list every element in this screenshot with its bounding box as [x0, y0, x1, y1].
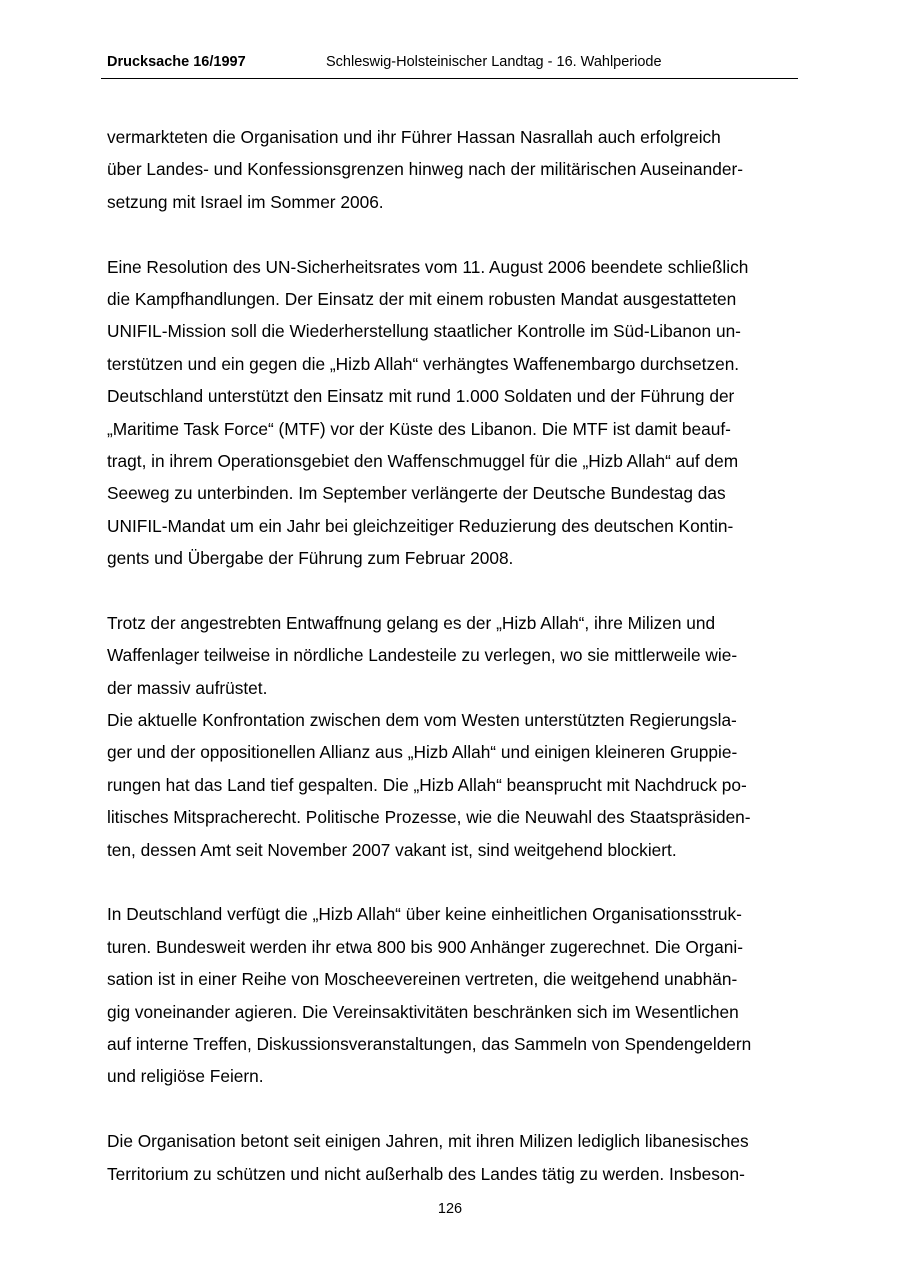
paragraph [107, 1125, 797, 1190]
text-line: UNIFIL-Mandat um ein Jahr bei gleichzeitiger Reduzierung des deutschen Kontin- [107, 515, 734, 536]
text-line: terstützen und ein gegen die „Hizb Allah“ verhängtes Waffenembargo durchsetzen. [107, 353, 740, 374]
page-number: 126 [437, 1201, 463, 1217]
text-line: und religiöse Feiern. [107, 1066, 264, 1087]
text-line: „Maritime Task Force“ (MTF) vor der Küste des Libanon. Die MTF ist damit beauf- [107, 418, 731, 439]
text-line: der massiv aufrüstet. [107, 677, 268, 698]
text-line: rungen hat das Land tief gespalten. Die „Hizb Allah“ beansprucht mit Nachdruck po- [107, 774, 747, 795]
text-line: gents und Übergabe der Führung zum Februar 2008. [107, 548, 514, 569]
text-line: Trotz der angestrebten Entwaffnung gelang es der „Hizb Allah“, ihre Milizen und [107, 612, 716, 633]
paragraph-gap [107, 1093, 797, 1125]
text-line: In Deutschland verfügt die „Hizb Allah“ über keine einheitlichen Organisationsstruk- [107, 904, 742, 925]
text-line: Eine Resolution des UN-Sicherheitsrates vom 11. August 2006 beendete schließlich [107, 256, 749, 277]
text-line: Die aktuelle Konfrontation zwischen dem vom Westen unterstützten Regierungsla- [107, 710, 737, 731]
text-line: Seeweg zu unterbinden. Im September verlängerte der Deutsche Bundestag das [107, 483, 726, 504]
text-line: gig voneinander agieren. Die Vereinsaktivitäten beschränken sich im Wesentlichen [107, 1001, 739, 1022]
text-line: turen. Bundesweit werden ihr etwa 800 bis 900 Anhänger zugerechnet. Die Organi- [107, 936, 743, 957]
paragraph-gap [107, 866, 797, 898]
text-line: sation ist in einer Reihe von Moscheevereinen vertreten, die weitgehend unabhän- [107, 969, 738, 990]
paragraph [107, 898, 797, 1092]
text-line: Die Organisation betont seit einigen Jahren, mit ihren Milizen lediglich libanesisches [107, 1131, 749, 1152]
text-line: ten, dessen Amt seit November 2007 vakant ist, sind weitgehend blockiert. [107, 839, 677, 860]
text-line: Territorium zu schützen und nicht außerhalb des Landes tätig zu werden. Insbeson- [107, 1163, 745, 1184]
paragraph-gap [107, 574, 797, 606]
page-header [101, 52, 798, 79]
text-line: ger und der oppositionellen Allianz aus „Hizb Allah“ und einigen kleineren Gruppie- [107, 742, 738, 763]
text-line: auf interne Treffen, Diskussionsveranstaltungen, das Sammeln von Spendengeldern [107, 1033, 752, 1054]
text-line: die Kampfhandlungen. Der Einsatz der mit einem robusten Mandat ausgestatteten [107, 288, 737, 309]
text-line: litisches Mitspracherecht. Politische Prozesse, wie die Neuwahl des Staatspräsiden- [107, 807, 751, 828]
text-line: vermarkteten die Organisation und ihr Führer Hassan Nasrallah auch erfolgreich [107, 127, 721, 147]
paragraph [107, 251, 797, 575]
document-number: Drucksache 16/1997 [107, 54, 246, 70]
document-title: Schleswig-Holsteinischer Landtag - 16. Wahlperiode [326, 54, 662, 70]
paragraph [107, 607, 797, 866]
text-line: setzung mit Israel im Sommer 2006. [107, 191, 384, 212]
text-line: über Landes- und Konfessionsgrenzen hinweg nach der militärischen Auseinander- [107, 159, 743, 180]
text-line: Waffenlager teilweise in nördliche Landesteile zu verlegen, wo sie mittlerweile wie- [107, 645, 738, 666]
body-text [107, 121, 797, 1190]
text-line: Deutschland unterstützt den Einsatz mit rund 1.000 Soldaten und der Führung der [107, 386, 735, 407]
paragraph [107, 121, 797, 218]
text-line: UNIFIL-Mission soll die Wiederherstellung staatlicher Kontrolle im Süd-Libanon un- [107, 321, 741, 342]
text-line: tragt, in ihrem Operationsgebiet den Waffenschmuggel für die „Hizb Allah“ auf dem [107, 450, 739, 471]
paragraph-gap [107, 218, 797, 250]
